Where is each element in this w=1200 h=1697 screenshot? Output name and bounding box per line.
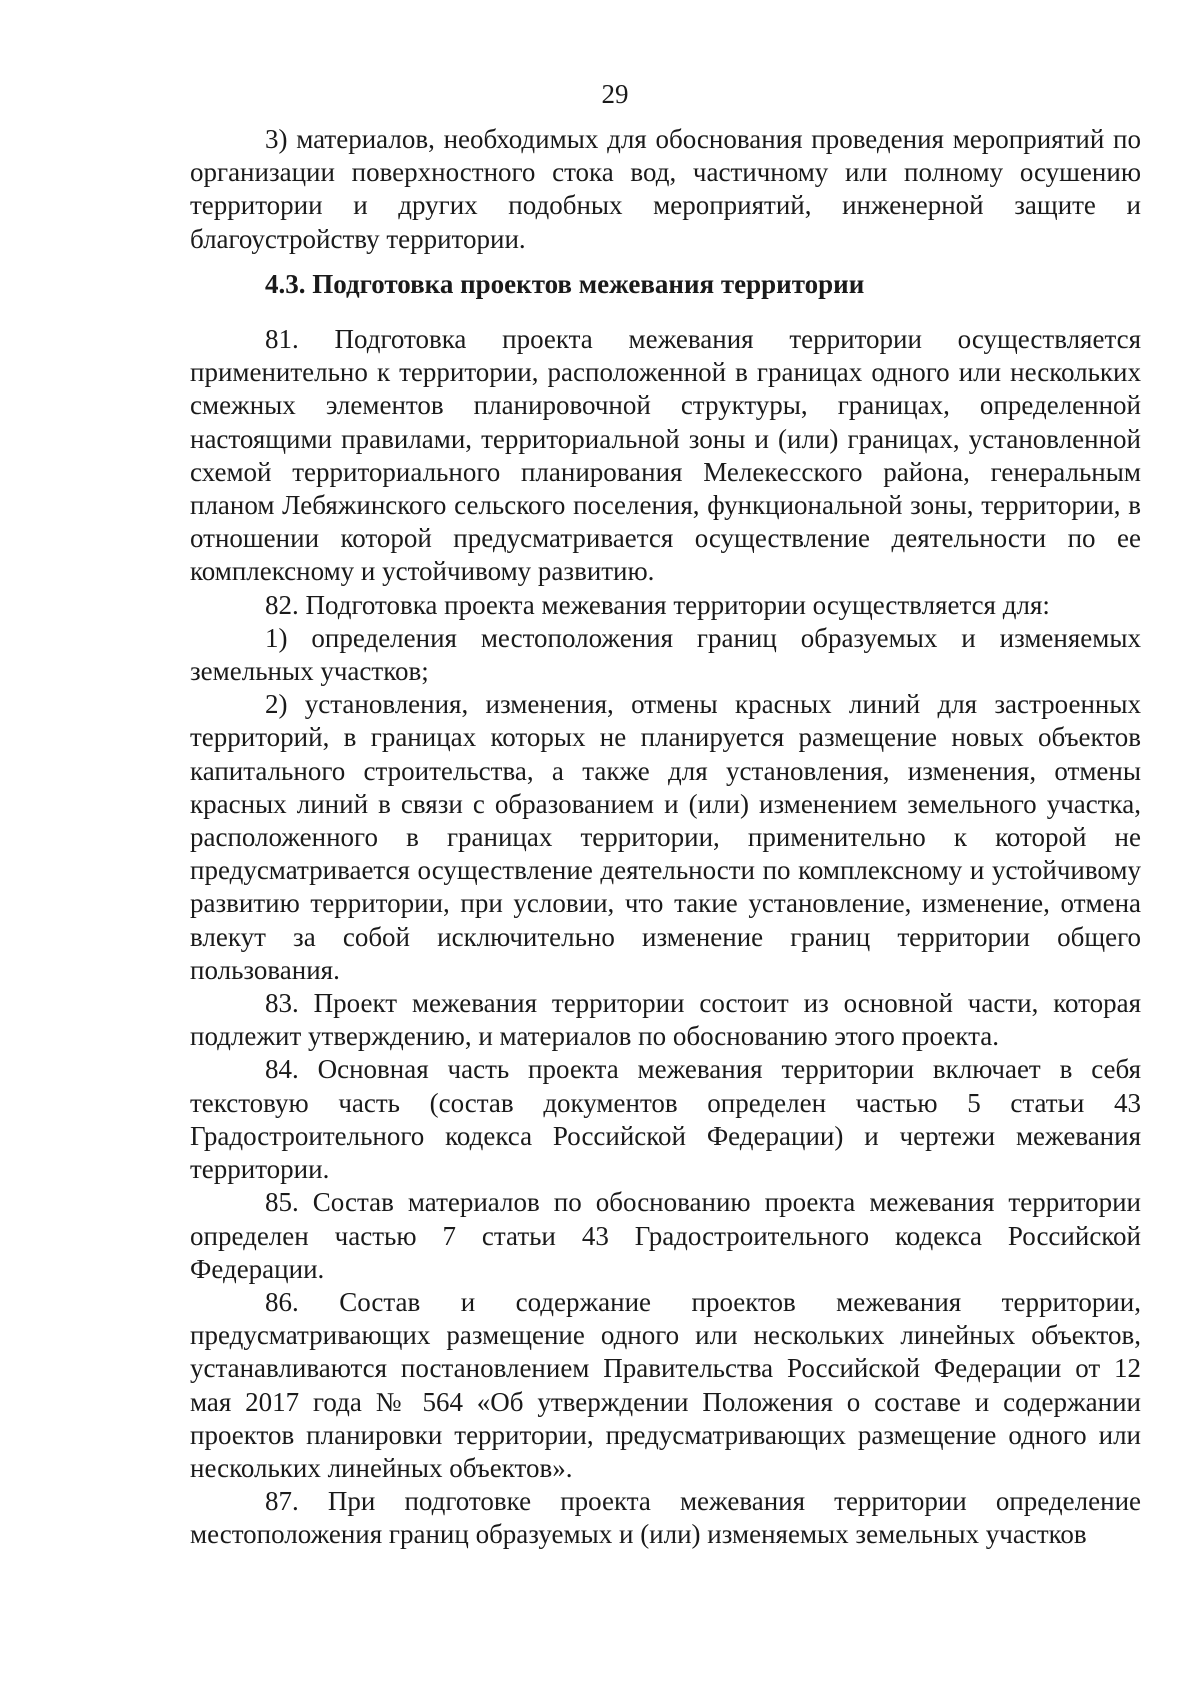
document-body bbox=[190, 123, 1141, 1552]
paragraph-82-item-1: 1) определения местоположения границ образуемых и изменяемых земельных участков; bbox=[190, 622, 1141, 687]
paragraph-87: 87. При подготовке проекта межевания территории определение местоположения границ образуемых и (или) изменяемых земельных участков bbox=[190, 1486, 1141, 1550]
paragraph-82: 82. Подготовка проекта межевания территории осуществляется для: bbox=[265, 589, 1050, 620]
paragraph-82-item-2: 2) установления, изменения, отмены красных линий для застроенных территорий, в границах которых не планируется размещение новых объектов капитального строительства, а также для установления, изменения, отмены красных линий в связи с образованием и (или) изменением земельного участка, расположенного в границах территории, применительно к которой не предусматривается осуществление деятельности по комплексному и устойчивому развитию территории, при условии, что такие установление, изменение, отмена влекут за собой исключительно изменение границ территории общего пользования. bbox=[190, 689, 1141, 985]
paragraph-83: 83. Проект межевания территории состоит из основной части, которая подлежит утверждению, и материалов по обоснованию этого проекта. bbox=[190, 988, 1141, 1052]
section-heading: 4.3. Подготовка проектов межевания территории bbox=[265, 268, 865, 299]
paragraph-84: 84. Основная часть проекта межевания территории включает в себя текстовую часть (состав документов определен частью 5 статьи 43 Градостроительного кодекса Российской Федерации) и чертежи межевания территории. bbox=[190, 1054, 1141, 1185]
paragraph-85: 85. Состав материалов по обоснованию проекта межевания территории определен частью 7 статьи 43 Градостроительного кодекса Российской Федерации. bbox=[190, 1187, 1141, 1284]
page-number: 29 bbox=[601, 79, 629, 109]
paragraph-86: 86. Состав и содержание проектов межевания территории, предусматривающих размещение одного или нескольких линейных объектов, устанавливаются постановлением Правительства Российской Федерации от 12 мая 2017 года № 564 «Об утверждении Положения о составе и содержании проектов планировки территории, предусматривающих размещение одного или нескольких линейных объектов». bbox=[190, 1286, 1141, 1483]
list-item-3-continuation: 3) материалов, необходимых для обоснования проведения мероприятий по организации поверхностного стока вод, частичному или полному осушению территории и других подобных мероприятий, инженерной защите и благоустройству территории. bbox=[190, 124, 1141, 254]
paragraph-81: 81. Подготовка проекта межевания территории осуществляется применительно к территории, расположенной в границах одного или нескольких смежных элементов планировочной структуры, границах, определенной настоящими правилами, территориальной зоны и (или) границах, установленной схемой территориального планирования Мелекесского района, генеральным планом Лебяжинского сельского поселения, функциональной зоны, территории, в отношении которой предусматривается осуществление деятельности по ее комплексному и устойчивому развитию. bbox=[190, 324, 1141, 587]
